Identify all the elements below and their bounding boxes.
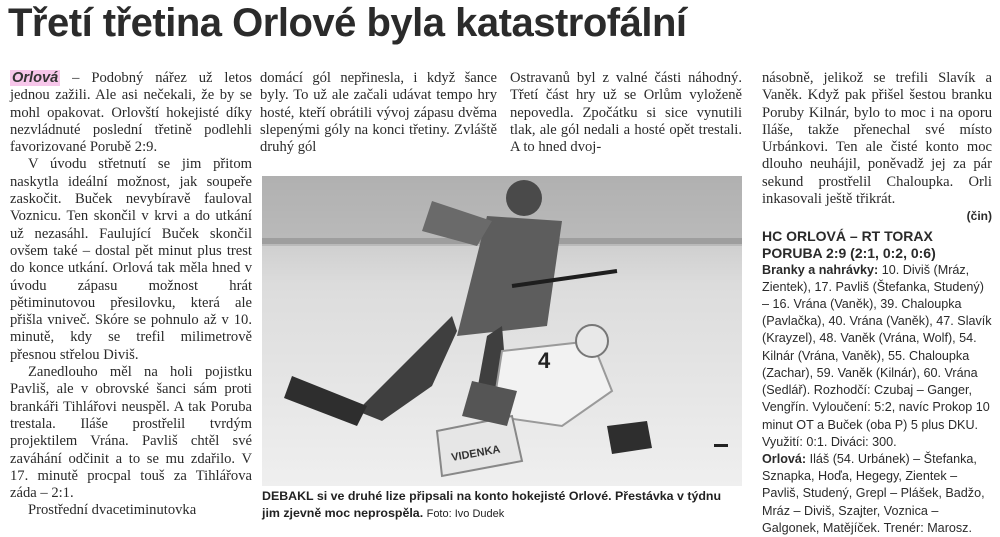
caption-text: si ve druhé lize připsali na konto hokejisté Orlové. Přestávka v týdnu jim zjevně moc neprospěla. [262, 489, 722, 520]
lineup-text: Iláš (54. Urbánek) – Štefanka, Sznapka, Hoďa, Hegegy, Zientek – Pavliš, Studený, Grepl – Plášek, Badžo, Mráz – Diviš, Szajter, Voznica – Galgonek, Matějíček. Trenér: Marosz. [762, 451, 985, 535]
column-4-text: násobně, jelikož se trefili Slavík a Vaněk. Když pak přišel šestou branku Poruby Kilnár, bylo to moc i na oporu Iláše, takže přenechal své místo Urbánkovi. Ten ale čisté konto moc dlouho neuhájil, poněvadž jej za pár sekund prostřelil Chaloupka. Orli inkasovali ještě třikrát. [762, 70, 992, 208]
headline: Třetí třetina Orlové byla katastrofální [8, 1, 687, 45]
jersey-number: 4 [538, 348, 551, 373]
paragraph-3: Zanedlouho měl na holi pojistku Pavliš, ale v obrovské šanci sám proti brankáři Tihlářovi neuspěl. A tak Poruba trestala. Iláše prostřelil tvrdým projektilem Vrána. Pavliš chtěl své zaváhání odčinit a to se mu zdařilo. V 17. minutě procpal touš za Tihlářova záda – 2:1. [10, 364, 252, 502]
hockey-photo-illustration [262, 176, 742, 486]
article-column-2 [260, 70, 497, 156]
white-helmet [576, 325, 608, 357]
caption-lead: DEBAKL [262, 489, 314, 503]
lineup-block [762, 451, 992, 537]
author-signature: (čin) [966, 209, 992, 224]
column-2-text: domácí gól nepřinesla, i když šance byly. To už ale začali udávat tempo hry hosté, kteří obrátili vývoj zápasu dvěma slepenými góly na konci třetiny. Zvláště druhý gól [260, 70, 497, 156]
paragraph-4: Prostřední dvacetiminutovka [28, 502, 197, 519]
photo-credit: Foto: Ivo Dudek [426, 508, 505, 520]
article-column-1 [10, 70, 252, 520]
pad-text: VIDENKA [450, 443, 502, 464]
goals-text: 10. Diviš (Mráz, Zientek), 17. Pavliš (Štefanka, Studený) – 16. Vrána (Vaněk), 39. Chaloupka (Pavlačka), 40. Vrána (Vaněk), 47. Slavík (Krayzel), 48. Vaněk (Vrána, Wolf), 54. Kilnár (Vrána, Vaněk), 55. Chaloupka (Zachar), 59. Vaněk (Kilnár), 60. Vrána (Sedlář). Rozhodčí: Czubaj – Ganger, Vengřín. Vyloučení: 5:2, navíc Prokop 10 minut OT a Buček (oba P) 5 plus DKU. Využití: 0:1. Diváci: 300. [762, 262, 992, 449]
kicker-location: Orlová [12, 70, 59, 86]
photo-caption [262, 488, 742, 523]
column-3-text: Ostravanů byl z valné části náhodný. Třetí část hry už se Orlům vyloženě nepovedla. Zpočátku si sice vynutili tlak, ale gól nedali a hosté opět trestali. A to hned dvoj- [510, 70, 742, 156]
helmet [506, 180, 542, 216]
article-column-4 [762, 70, 992, 537]
article-column-3 [510, 70, 742, 156]
paragraph-2: V úvodu střetnutí se jim přitom naskytla ideální možnost, jak soupeře zaskočit. Buček nevybíravě fauloval Voznicu. Ten skončil v krvi a do utkání už nezasáhl. Faulující Buček skončil ovšem také – dostal pět minut plus trest do konce utkání. Orlová tak měla hned v úvodu zápasu možnost hrát pětiminutovou přesilovku, která ale přišla vniveč. Skóre se pohnulo až v 10. minutě, kdy se trefil milimetrově přesnou střelou Diviš. [10, 156, 252, 363]
goals-block [762, 262, 992, 451]
lead-paragraph [10, 70, 252, 156]
match-result-title: HC ORLOVÁ – RT TORAX PORUBA 2:9 (2:1, 0:2, 0:6) [762, 227, 936, 261]
lineup-label: Orlová: [762, 451, 807, 466]
goals-label: Branky a nahrávky: [762, 262, 879, 277]
puck [714, 444, 728, 447]
hockey-photo [262, 176, 742, 486]
lead-paragraph-text: – Podobný nářez už letos jednou zažili. Ale asi nečekali, že by se mohl opakovat. Orlovští hokejisté díky nezvládnuté poslední třetině podlehli favorizované Porubě 2:9. [10, 70, 252, 156]
